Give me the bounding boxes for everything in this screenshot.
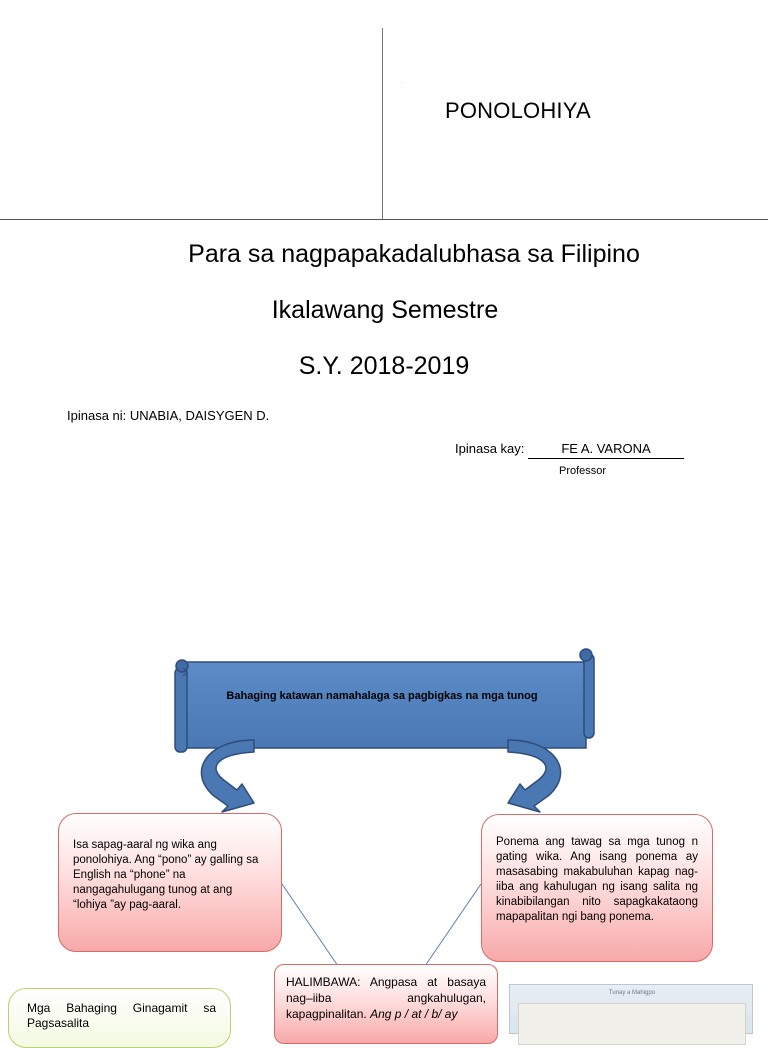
curved-arrow-left-icon — [201, 740, 254, 812]
connector-line-right — [425, 884, 481, 966]
phoneme-text: Ponema ang tawag sa mga tunog n gating wika. Ang isang ponema ay masasabing makabuluhan kapag nag-iiba ang kahulugan ng isang salita ng kinabibilangan nito sapagkakataong mapapalitan ngi bang ponema. — [496, 836, 698, 923]
connector-line-left — [282, 884, 338, 966]
speech-parts-text: Mga Bahaging Ginagamit sa Pagsasalita — [27, 1001, 216, 1030]
passed-to-role: Professor — [559, 465, 607, 477]
subtitle-course: Para sa nagpapakadalubhasa sa Filipino — [188, 240, 640, 268]
definition-text: Isa sapag-aaral ng wika ang ponolohiya. Ang “pono” ay galling sa English na “phone” na nangagahulugang tunog at ang “lohiya ”ay pag-aaral. — [73, 839, 259, 911]
example-box — [274, 964, 498, 1044]
passed-to-name: FE A. VARONA — [561, 441, 651, 456]
page-title: PONOLOHIYA — [445, 98, 591, 123]
curved-arrow-right-icon — [508, 740, 561, 812]
thumbnail-page — [518, 1003, 746, 1045]
thumbnail-image — [509, 984, 753, 1034]
banner-label: Bahaging katawan namahalaga sa pagbigkas na mga tunog — [226, 690, 538, 702]
passed-to-label: Ipinasa kay: — [455, 441, 525, 456]
decorative-dot: · — [401, 80, 403, 86]
example-italic-text: Ang p / at / b/ ay — [370, 1007, 458, 1021]
subtitle-semester: Ikalawang Semestre — [271, 296, 499, 324]
phoneme-box — [481, 814, 713, 962]
definition-box — [58, 813, 282, 952]
example-text: HALIMBAWA: Angpasa at basaya nag–iiba angkahulugan, kapagpinalitan. — [286, 975, 486, 1021]
speech-parts-box — [8, 988, 231, 1048]
thumbnail-caption: Tunay a Mahigpo — [608, 990, 656, 996]
passed-by: Ipinasa ni: UNABIA, DAISYGEN D. — [67, 408, 270, 423]
subtitle-school-year: S.Y. 2018-2019 — [298, 352, 470, 380]
